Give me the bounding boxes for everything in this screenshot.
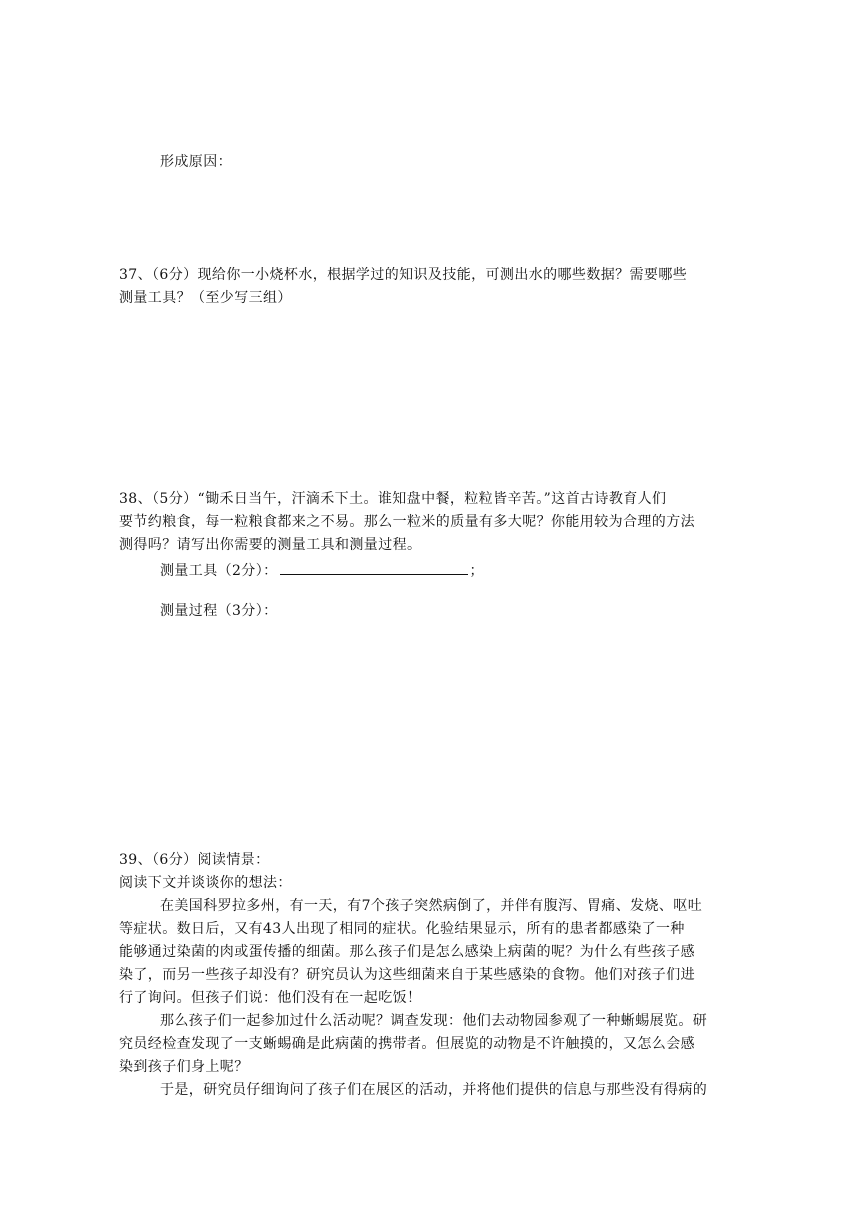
measuring-tools-label: 测量工具（2分）： [160, 563, 278, 579]
passage-p1-line-5: 行了询问。但孩子们说：他们没有在一起吃饭！ [119, 990, 422, 1006]
passage-p2-line-1: 那么孩子们一起参加过什么活动呢？调查发现：他们去动物园参观了一种蜥蜴展览。研 [160, 1013, 708, 1029]
passage-p2-line-3: 染到孩子们身上呢？ [119, 1059, 249, 1075]
measuring-tools-row [160, 560, 484, 581]
question-37-line-2: 测量工具？（至少写三组） [119, 290, 292, 306]
passage-p2-line-2: 究员经检查发现了一支蜥蜴确是此病菌的携带者。但展览的动物是不许触摸的，又怎么会感 [119, 1036, 695, 1052]
question-38-line-2: 要节约粮食，每一粒粮食都来之不易。那么一粒米的质量有多大呢？你能用较为合理的方法 [119, 514, 695, 530]
cause-label: 形成原因： [160, 154, 232, 170]
question-38-line-1: 38、（5分）“锄禾日当午，汗滴禾下土。谁知盘中餐，粒粒皆辛苦。”这首古诗教育人们 [119, 491, 667, 507]
question-37-line-1: 37、（6分）现给你一小烧杯水，根据学过的知识及技能，可测出水的哪些数据？需要哪些 [119, 267, 688, 283]
measuring-process-label: 测量过程（3分）： [160, 603, 278, 619]
question-39-title: 39、（6分）阅读情景： [119, 852, 270, 868]
passage-p1-line-4: 染了，而另一些孩子却没有？研究员认为这些细菌来自于某些感染的食物。他们对孩子们进 [119, 967, 695, 983]
passage-p1-line-1: 在美国科罗拉多州，有一天，有7个孩子突然病倒了，并伴有腹泻、胃痛、发烧、呕吐 [160, 898, 703, 914]
measuring-tools-blank[interactable] [280, 560, 468, 575]
measuring-tools-end: ； [469, 563, 484, 579]
reading-intro: 阅读下文并谈谈你的想法： [119, 875, 292, 891]
passage-p3-line-1: 于是，研究员仔细询问了孩子们在展区的活动，并将他们提供的信息与那些没有得病的 [160, 1082, 708, 1098]
passage-p1-line-2: 等症状。数日后，又有43人出现了相同的症状。化验结果显示，所有的患者都感染了一种 [119, 921, 685, 937]
passage-p1-line-3: 能够通过染菌的肉或蛋传播的细菌。那么孩子们是怎么感染上病菌的呢？为什么有些孩子感 [119, 944, 695, 960]
question-38-line-3: 测得吗？请写出你需要的测量工具和测量过程。 [119, 537, 422, 553]
